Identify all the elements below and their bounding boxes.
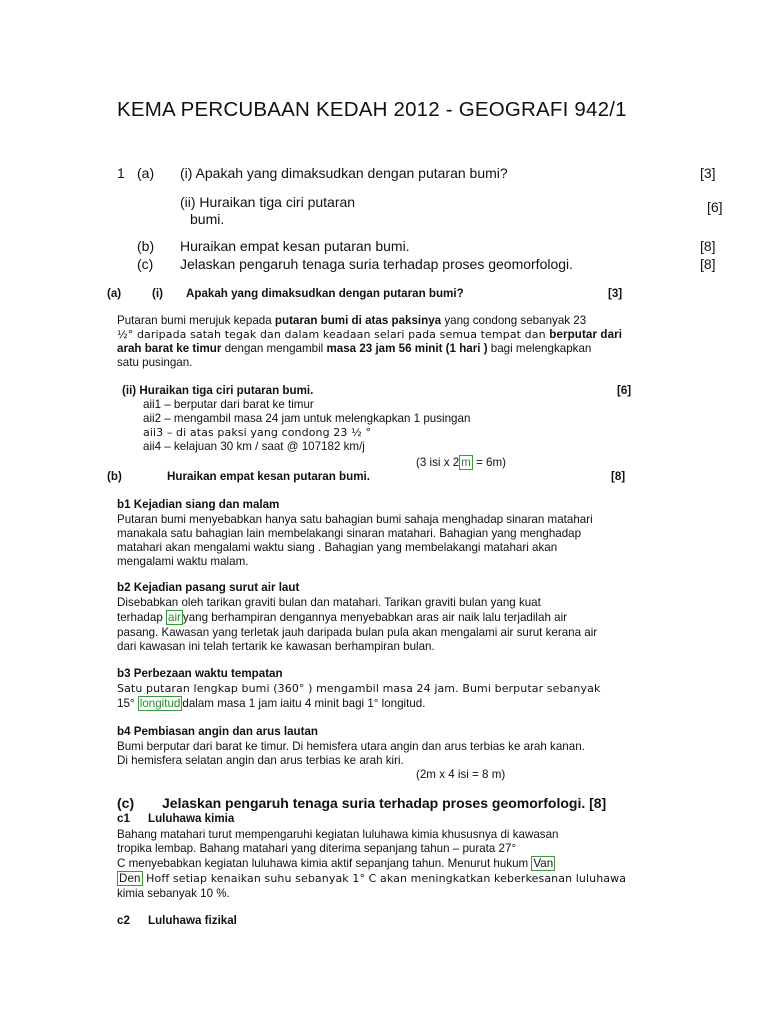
c2-heading: Luluhawa fizikal [148, 914, 237, 927]
answer-c-question: Jelaskan pengaruh tenaga suria terhadap proses geomorfologi. [8] [162, 795, 607, 811]
c1-line: tropika lembap. Bahang matahari yang diterima sepanjang tahun – purata 27° [117, 842, 517, 855]
question-a-ii-marks: [6] [707, 199, 723, 215]
b2-heading: b2 Kejadian pasang surut air laut [117, 581, 300, 594]
b4-line: Bumi berputar dari barat ke timur. Di hemisfera utara angin dan arus terbias ke arah kanan. [117, 740, 585, 753]
question-b-marks: [8] [700, 238, 716, 254]
c2-label: c2 [117, 914, 130, 927]
answer-a2-item: aii2 – mengambil masa 24 jam untuk melengkapkan 1 pusingan [143, 412, 471, 425]
b1-line: mengalami waktu malam. [117, 555, 249, 568]
question-number: 1 [117, 165, 125, 181]
highlight-box: longitud [139, 697, 181, 710]
answer-c-label: (c) [117, 795, 135, 811]
question-a-i-marks: [3] [700, 165, 716, 181]
question-b-text: Huraikan empat kesan putaran bumi. [180, 238, 410, 254]
answer-b-score: (2m x 4 isi = 8 m) [416, 768, 506, 781]
b3-heading: b3 Perbezaan waktu tempatan [117, 667, 283, 680]
highlight-box: air [168, 611, 181, 624]
answer-a2-heading: (ii) Huraikan tiga ciri putaran bumi. [122, 384, 314, 397]
c1-heading: Luluhawa kimia [148, 812, 235, 825]
question-c-label: (c) [137, 256, 154, 272]
b1-heading: b1 Kejadian siang dan malam [117, 498, 280, 511]
highlight-box: Van [533, 857, 554, 870]
question-a-ii-line1: (ii) Huraikan tiga ciri putaran [180, 194, 356, 210]
b2-line: terhadap air yang berhampiran dengannya menyebabkan aras air naik lalu terjadilah air [117, 611, 568, 624]
answer-a-label: (a) [107, 287, 122, 300]
highlight-box: m [461, 456, 471, 469]
b2-line: dari kawasan ini telah tertarik ke kawasan berhampiran bulan. [117, 640, 435, 653]
question-a-i-text: (i) Apakah yang dimaksudkan dengan putaran bumi? [180, 165, 508, 181]
b4-heading: b4 Pembiasan angin dan arus lautan [117, 725, 319, 738]
b1-line: matahari akan mengalami waktu siang . Bahagian yang membelakangi matahari akan [117, 541, 558, 554]
answer-a2-score: (3 isi x 2 m = 6m) [416, 456, 507, 469]
answer-a-question: Apakah yang dimaksudkan dengan putaran bumi? [186, 287, 464, 300]
b1-line: Putaran bumi menyebabkan hanya satu bahagian bumi sahaja menghadap sinaran matahari [117, 513, 593, 526]
b4-line: Di hemisfera selatan angin dan arus terbias ke arah kiri. [117, 754, 404, 767]
answer-a-marks: [3] [608, 287, 623, 300]
answer-b-marks: [8] [611, 470, 626, 483]
b1-line: manakala satu bahagian lain membelakangi sinaran matahari. Bahagian yang menghadap [117, 527, 582, 540]
answer-a2-item: aii3 – di atas paksi yang condong 23 ½ ° [143, 426, 372, 439]
question-a-label: (a) [137, 165, 155, 181]
answer-a2-item: aii4 – kelajuan 30 km / saat @ 107182 km/j [143, 440, 365, 453]
page-title: KEMA PERCUBAAN KEDAH 2012 - GEOGRAFI 942/1 [117, 98, 627, 121]
b3-line: Satu putaran lengkap bumi (360° ) mengambil masa 24 jam. Bumi berputar sebanyak [117, 682, 601, 695]
b3-line: 15° longitud dalam masa 1 jam iaitu 4 minit bagi 1° longitud. [117, 697, 426, 710]
answer-a-sub-label: (i) [152, 287, 163, 300]
c1-line: kimia sebanyak 10 %. [117, 887, 230, 900]
c1-line: Den Hoff setiap kenaikan suhu sebanyak 1° C akan meningkatkan keberkesanan luluhawa [119, 872, 627, 885]
c1-line: C menyebabkan kegiatan luluhawa kimia aktif sepanjang tahun. Menurut hukum Van [117, 857, 554, 870]
answer-a-line3: arah barat ke timur dengan mengambil masa 23 jam 56 minit (1 hari ) bagi melengkapkan [117, 342, 592, 355]
question-a-ii-line2: bumi. [190, 211, 225, 227]
answer-b-question: Huraikan empat kesan putaran bumi. [167, 470, 370, 483]
answer-b-label: (b) [107, 470, 122, 483]
highlight-box: Den [119, 872, 141, 885]
question-b-label: (b) [137, 238, 155, 254]
b2-line: pasang. Kawasan yang terletak jauh daripada bulan pula akan mengalami air surut kerana air [117, 626, 598, 639]
c1-line: Bahang matahari turut mempengaruhi kegiatan luluhawa kimia khususnya di kawasan [117, 828, 559, 841]
answer-a-line1: Putaran bumi merujuk kepada putaran bumi di atas paksinya yang condong sebanyak 23 [117, 314, 587, 327]
answer-a2-item: aii1 – berputar dari barat ke timur [143, 398, 314, 411]
answer-a-line2: ½° daripada satah tegak dan dalam keadaan selari pada semua tempat dan berputar dari [117, 328, 623, 341]
answer-a-line4: satu pusingan. [117, 356, 193, 369]
question-c-marks: [8] [700, 256, 716, 272]
question-c-text: Jelaskan pengaruh tenaga suria terhadap proses geomorfologi. [180, 256, 574, 272]
c1-label: c1 [117, 812, 130, 825]
b2-line: Disebabkan oleh tarikan graviti bulan dan matahari. Tarikan graviti bulan yang kuat [117, 596, 541, 609]
answer-a2-marks: [6] [617, 384, 632, 397]
